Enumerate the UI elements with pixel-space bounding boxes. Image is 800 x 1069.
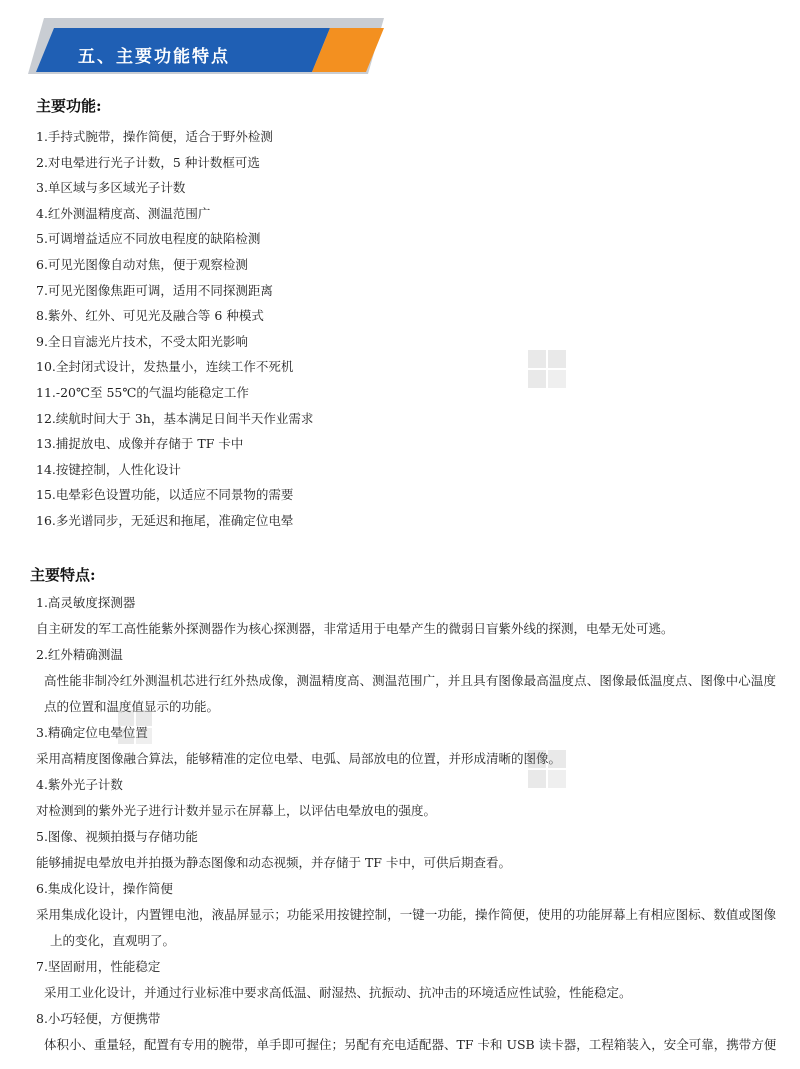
list-item: 8.紫外、红外、可见光及融合等 6 种模式 — [36, 308, 264, 324]
section-banner — [0, 0, 800, 90]
list-item: 3.单区域与多区域光子计数 — [36, 180, 186, 196]
feature-title: 6.集成化设计，操作简便 — [36, 881, 173, 896]
feature-description: 能够捕捉电晕放电并拍摄为静态图像和动态视频，并存储于 TF 卡中，可供后期查看。 — [36, 855, 511, 870]
feature-description: 对检测到的紫外光子进行计数并显示在屏幕上，以评估电晕放电的强度。 — [36, 803, 437, 818]
list-item: 5.可调增益适应不同放电程度的缺陷检测 — [36, 231, 261, 247]
list-item: 13.捕捉放电、成像并存储于 TF 卡中 — [36, 436, 244, 452]
list-item: 10.全封闭式设计，发热量小，连续工作不死机 — [36, 359, 294, 375]
list-item: 11.-20℃至 55℃的气温均能稳定工作 — [36, 384, 249, 400]
feature-description: 自主研发的军工高性能紫外探测器作为核心探测器，非常适用于电晕产生的微弱日盲紫外线的探测，电晕无处可逃。 — [36, 621, 674, 636]
feature-title: 3.精确定位电晕位置 — [36, 725, 148, 740]
feature-title: 2.红外精确测温 — [36, 647, 123, 662]
feature-description: 高性能非制冷红外测温机芯进行红外热成像，测温精度高、测温范围广，并且具有图像最高温度点、图像最低温度点、图像中心温度点的位置和温度值显示的功能。 — [44, 673, 776, 714]
banner-title: 五、主要功能特点 — [78, 47, 230, 67]
list-item: 6.可见光图像自动对焦，便于观察检测 — [36, 256, 248, 272]
list-item: 1.手持式腕带，操作简便，适合于野外检测 — [36, 129, 273, 144]
feature-title: 4.紫外光子计数 — [36, 777, 123, 792]
feature-description: 采用工业化设计，并通过行业标准中要求高低温、耐湿热、抗振动、抗冲击的环境适应性试验，性能稳定。 — [44, 985, 632, 1000]
feature-title: 8.小巧轻便，方便携带 — [36, 1011, 161, 1026]
list-item: 4.红外测温精度高、测温范围广 — [36, 205, 211, 221]
watermark-logo — [520, 230, 690, 410]
functions-list — [36, 124, 313, 534]
list-item: 2.对电晕进行光子计数，5 种计数框可选 — [36, 154, 260, 170]
list-item: 14.按键控制，人性化设计 — [36, 461, 181, 477]
feature-description: 体积小、重量轻，配置有专用的腕带，单手即可握住；另配有充电适配器、TF 卡和 USB 读卡器，工程箱装入，安全可靠，携带方便 — [44, 1037, 776, 1052]
list-item: 12.续航时间大于 3h，基本满足日间半天作业需求 — [36, 410, 314, 426]
feature-description: 采用高精度图像融合算法，能够精准的定位电晕、电弧、局部放电的位置，并形成清晰的图像。 — [36, 751, 562, 766]
list-item: 15.电晕彩色设置功能，以适应不同景物的需要 — [36, 487, 294, 503]
features-heading: 主要特点: — [30, 566, 96, 584]
list-item: 9.全日盲滤光片技术，不受太阳光影响 — [36, 333, 248, 349]
feature-title: 1.高灵敏度探测器 — [36, 595, 136, 610]
functions-heading: 主要功能: — [36, 97, 102, 115]
feature-title: 7.坚固耐用，性能稳定 — [36, 959, 161, 974]
list-item: 16.多光谱同步，无延迟和拖尾，准确定位电晕 — [36, 512, 294, 528]
list-item: 7.可见光图像焦距可调，适用不同探测距离 — [36, 282, 273, 298]
features-list — [36, 590, 776, 1058]
feature-description: 采用集成化设计，内置锂电池，液晶屏显示；功能采用按键控制，一键一功能，操作简便，使用的功能屏幕上有相应图标、数值或图像上的变化，直观明了。 — [36, 907, 776, 948]
feature-title: 5.图像、视频拍摄与存储功能 — [36, 829, 198, 844]
